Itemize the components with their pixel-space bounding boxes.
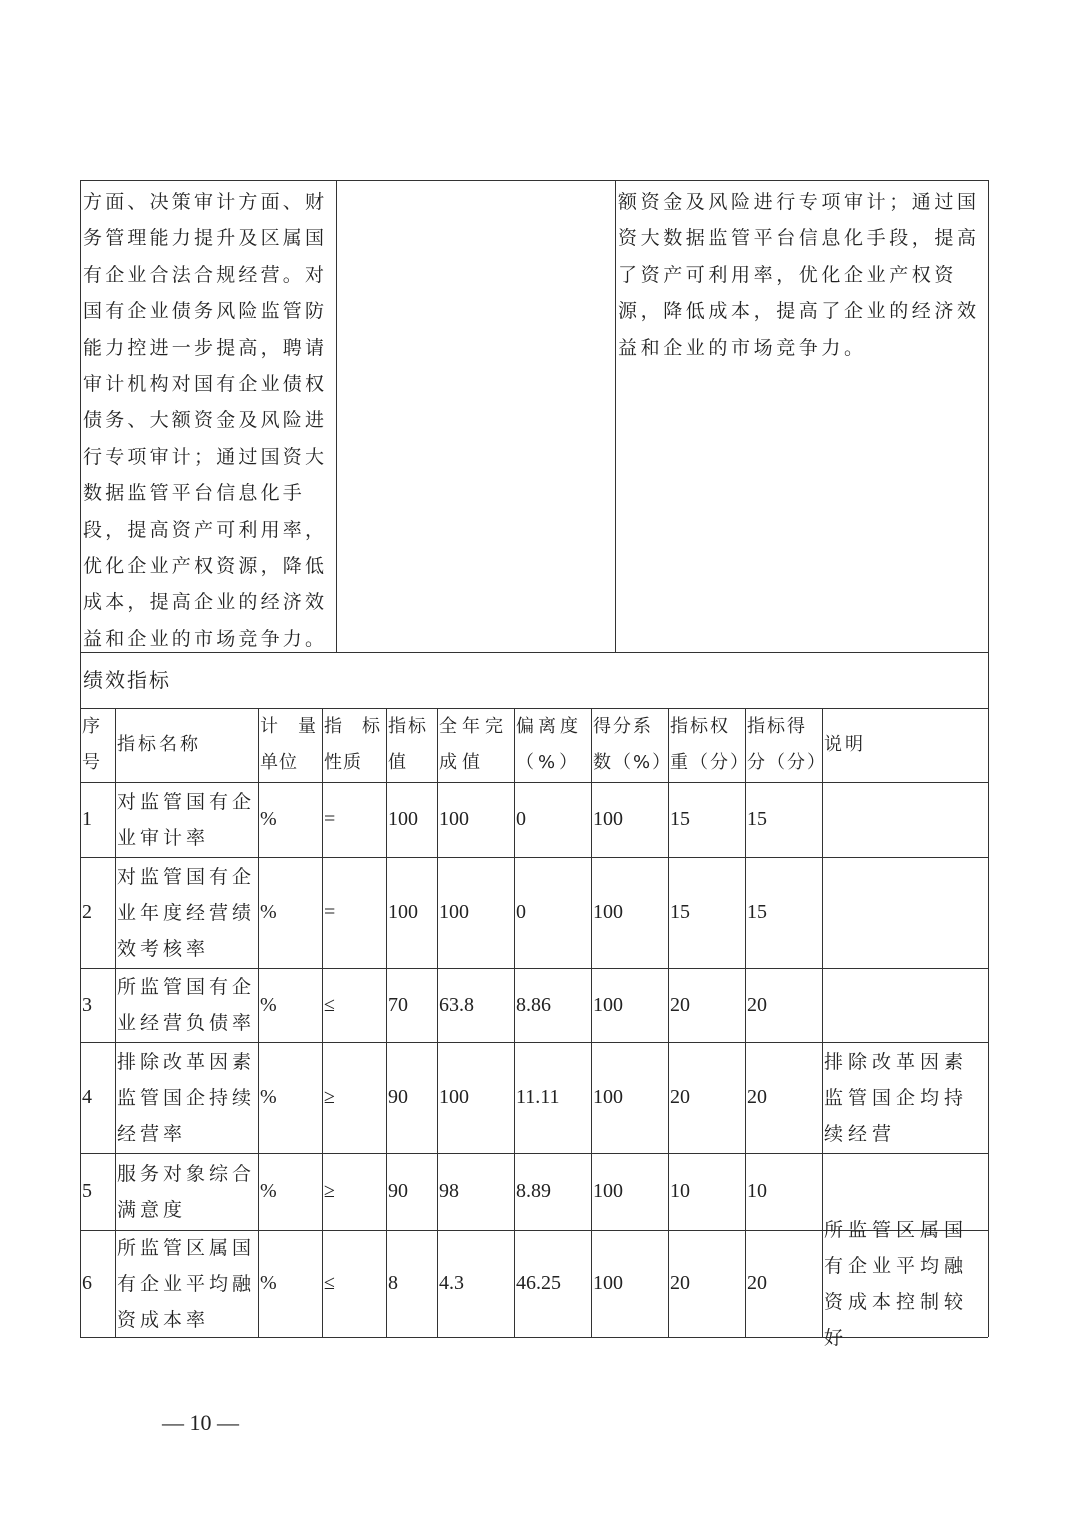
cell-no [80, 1230, 115, 1337]
cell-nature [322, 1230, 386, 1337]
cell-name-text: 所监管国有企业经营负债率 [117, 976, 256, 1034]
cell-coef-text: 100 [593, 901, 623, 923]
header-unit: 计 量单位 [260, 716, 317, 773]
header-cell [745, 708, 827, 782]
cell-note-text: 所监管区属国有企业平均融资成本控制较好 [824, 1218, 969, 1349]
cell-name-text: 服务对象综合满意度 [117, 1162, 256, 1221]
cell-coef-text: 100 [593, 1180, 623, 1202]
cell-no [80, 968, 115, 1042]
cell-nature [322, 857, 386, 968]
cell-no [80, 1153, 115, 1230]
cell-nature-text: = [324, 901, 336, 923]
header-cell [668, 708, 750, 782]
table-border [615, 180, 616, 652]
cell-coef [591, 857, 668, 968]
cell-coef [591, 1153, 668, 1230]
cell-actual-text: 4.3 [439, 1272, 464, 1294]
cell-unit [258, 1230, 322, 1337]
cell-target [386, 782, 437, 857]
cell-nature-text: ≤ [324, 993, 335, 1016]
cell-target-text: 100 [388, 808, 418, 830]
cell-target-text: 100 [388, 901, 418, 923]
cell-coef-text: 100 [593, 1272, 623, 1294]
cell-weight [668, 782, 745, 857]
cell-no-text: 6 [82, 1272, 92, 1294]
cell-score-text: 15 [747, 901, 767, 923]
cell-unit [258, 782, 322, 857]
header-cell [115, 708, 258, 782]
cell-coef [591, 782, 668, 857]
right-paragraph: 额资金及风险进行专项审计；通过国资大数据监管平台信息化手段，提高了资产可利用率，优化企业产权资源，降低成本，提高了企业的经济效益和企业的市场竞争力。 [618, 191, 980, 359]
cell-actual [437, 857, 514, 968]
cell-coef-text: 100 [593, 808, 623, 830]
cell-name [115, 968, 258, 1042]
cell-score-text: 15 [747, 808, 767, 830]
cell-note [822, 782, 988, 857]
cell-weight [668, 968, 745, 1042]
cell-actual [437, 968, 514, 1042]
header-note: 说明 [824, 734, 866, 755]
cell-weight [668, 1042, 745, 1153]
cell-deviation-text: 0 [516, 901, 526, 923]
cell-weight-text: 20 [670, 993, 690, 1016]
cell-target-text: 70 [388, 993, 408, 1016]
header-nature: 指 标性质 [324, 716, 381, 773]
cell-actual-text: 63.8 [439, 993, 474, 1016]
cell-deviation-text: 8.86 [516, 993, 551, 1016]
cell-actual [437, 1230, 514, 1337]
cell-weight-text: 15 [670, 901, 690, 923]
header-target: 指标值 [388, 716, 428, 773]
header-weight: 指标权重（分） [670, 716, 750, 773]
cell-unit-text: % [260, 993, 277, 1016]
cell-no [80, 857, 115, 968]
cell-score [745, 857, 822, 968]
cell-no-text: 3 [82, 993, 92, 1016]
cell-note [822, 857, 988, 968]
cell-note-text: 排除改革因素监管国企均持续经营 [824, 1050, 969, 1145]
cell-unit-text: % [260, 808, 277, 830]
cell-name-text: 排除改革因素监管国企持续经营率 [117, 1050, 256, 1145]
cell-actual-text: 100 [439, 901, 469, 923]
cell-score [745, 1153, 822, 1230]
cell-coef-text: 100 [593, 1086, 623, 1108]
cell-unit-text: % [260, 1086, 277, 1108]
cell-score [745, 968, 822, 1042]
cell-nature-text: ≥ [324, 1086, 335, 1108]
cell-target-text: 90 [388, 1086, 408, 1108]
cell-deviation [514, 1042, 591, 1153]
cell-nature-text: ≥ [324, 1180, 335, 1202]
cell-name [115, 782, 258, 857]
header-cell [591, 708, 673, 782]
cell-nature-text: = [324, 808, 336, 830]
table-border-top [80, 180, 988, 181]
cell-deviation [514, 968, 591, 1042]
table-border [336, 180, 337, 652]
header-cell [322, 708, 386, 782]
cell-name [115, 1230, 258, 1337]
cell-deviation [514, 782, 591, 857]
cell-weight [668, 1153, 745, 1230]
cell-name-text: 对监管国有企业年度经营绩效考核率 [117, 865, 256, 960]
cell-target [386, 1153, 437, 1230]
cell-coef [591, 1230, 668, 1337]
cell-score-text: 20 [747, 1272, 767, 1294]
cell-name-text: 所监管区属国有企业平均融资成本率 [117, 1236, 256, 1331]
cell-note [822, 968, 988, 1042]
table-border-right [988, 180, 989, 1337]
cell-score [745, 782, 822, 857]
cell-name [115, 857, 258, 968]
header-cell [258, 708, 322, 782]
cell-nature [322, 1153, 386, 1230]
cell-no [80, 782, 115, 857]
cell-no-text: 5 [82, 1180, 92, 1202]
header-cell [437, 708, 514, 782]
cell-coef-text: 100 [593, 993, 623, 1016]
cell-deviation-text: 0 [516, 808, 526, 830]
header-deviation: 偏离度（%） [516, 716, 582, 773]
cell-name [115, 1042, 258, 1153]
header-cell [386, 708, 437, 782]
cell-nature [322, 782, 386, 857]
cell-unit [258, 857, 322, 968]
header-coef: 得分系数（%） [593, 716, 673, 773]
cell-nature [322, 968, 386, 1042]
cell-unit [258, 1042, 322, 1153]
cell-name-text: 对监管国有企业审计率 [117, 790, 256, 849]
cell-deviation [514, 857, 591, 968]
header-cell [80, 708, 115, 782]
cell-weight-text: 20 [670, 1086, 690, 1108]
section-title: 绩效指标 [83, 668, 171, 692]
left-paragraph: 方面、决策审计方面、财务管理能力提升及区属国有企业合法合规经营。对国有企业债务风险监管防能力控进一步提高，聘请审计机构对国有企业债权债务、大额资金及风险进行专项审计；通过国资大数据监管平台信息化手段，提高资产可利用率，优化企业产权资源，降低成本，提高企业的经济效益和企业的市场竞争力。 [83, 191, 328, 650]
cell-coef [591, 968, 668, 1042]
cell-target [386, 968, 437, 1042]
cell-deviation-text: 11.11 [516, 1086, 560, 1108]
cell-weight-text: 15 [670, 808, 690, 830]
cell-actual-text: 98 [439, 1180, 459, 1202]
cell-deviation [514, 1153, 591, 1230]
cell-actual [437, 1153, 514, 1230]
cell-score-text: 20 [747, 1086, 767, 1108]
cell-no-text: 2 [82, 901, 92, 923]
cell-actual-text: 100 [439, 808, 469, 830]
cell-score [745, 1042, 822, 1153]
cell-weight [668, 857, 745, 968]
cell-nature [322, 1042, 386, 1153]
cell-score [745, 1230, 822, 1337]
cell-name [115, 1153, 258, 1230]
cell-target [386, 857, 437, 968]
cell-score-text: 20 [747, 993, 767, 1016]
header-cell [822, 708, 988, 782]
cell-coef [591, 1042, 668, 1153]
header-score: 指标得分（分） [747, 716, 827, 773]
cell-note [822, 1218, 988, 1349]
cell-target [386, 1230, 437, 1337]
cell-deviation-text: 46.25 [516, 1272, 561, 1294]
cell-actual [437, 1042, 514, 1153]
header-cell [514, 708, 591, 782]
cell-unit-text: % [260, 1180, 277, 1202]
cell-weight-text: 10 [670, 1180, 690, 1202]
page-number: — 10 — [162, 1410, 239, 1435]
cell-unit [258, 968, 322, 1042]
cell-deviation [514, 1230, 591, 1337]
cell-no [80, 1042, 115, 1153]
cell-target [386, 1042, 437, 1153]
cell-weight-text: 20 [670, 1272, 690, 1294]
header-name: 指标名称 [117, 734, 201, 755]
cell-score-text: 10 [747, 1180, 767, 1202]
cell-note [822, 1042, 988, 1153]
cell-unit [258, 1153, 322, 1230]
cell-weight [668, 1230, 745, 1337]
cell-target-text: 90 [388, 1180, 408, 1202]
cell-actual [437, 782, 514, 857]
cell-target-text: 8 [388, 1272, 398, 1294]
header-actual: 全年完成值 [439, 716, 508, 773]
header-no: 序号 [82, 716, 103, 773]
cell-actual-text: 100 [439, 1086, 469, 1108]
cell-unit-text: % [260, 1272, 277, 1294]
cell-no-text: 4 [82, 1086, 92, 1108]
cell-no-text: 1 [82, 808, 92, 830]
cell-nature-text: ≤ [324, 1272, 335, 1294]
cell-unit-text: % [260, 901, 277, 923]
cell-deviation-text: 8.89 [516, 1180, 551, 1202]
